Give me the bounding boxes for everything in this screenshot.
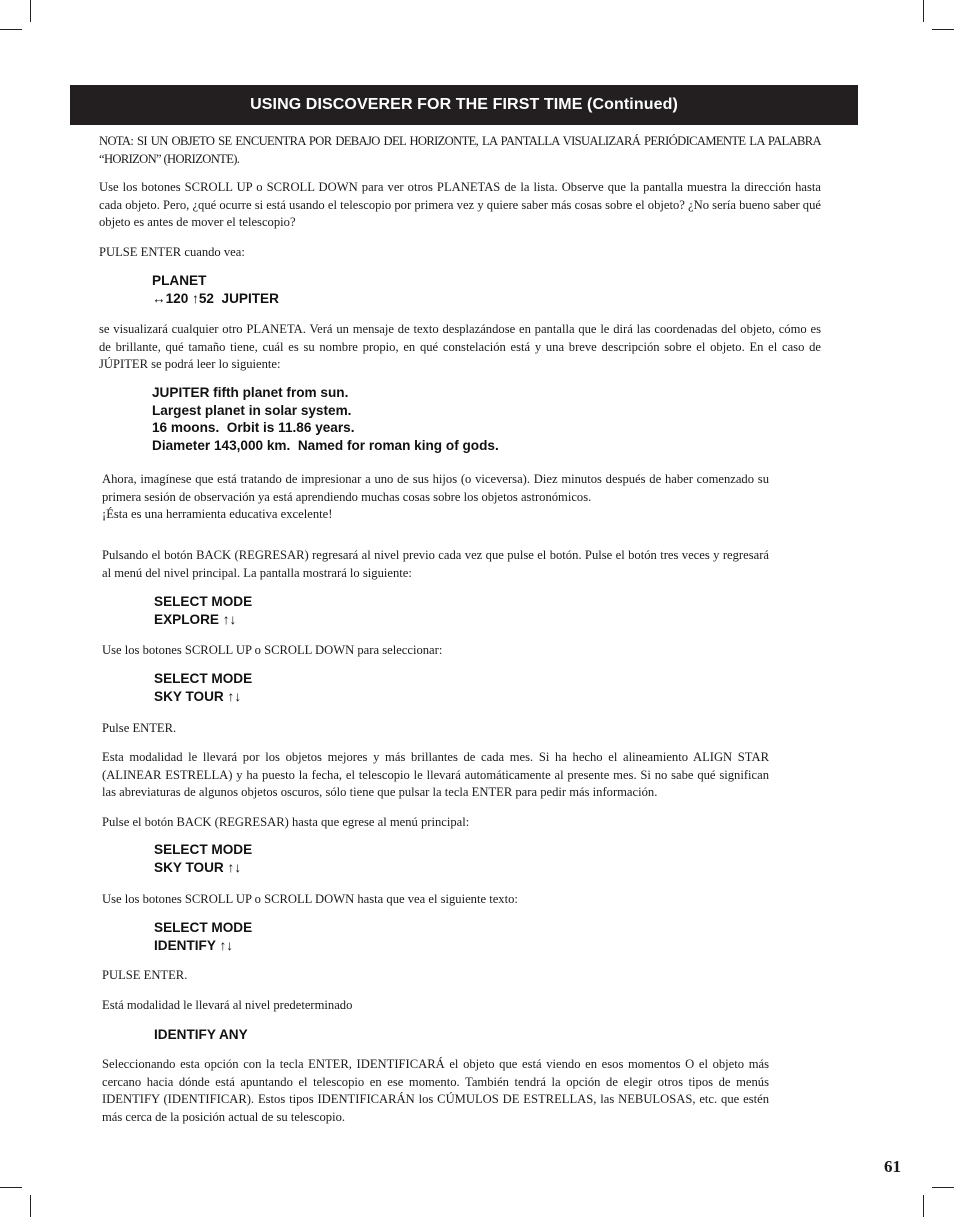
lcd-line: EXPLORE ↑↓ (154, 612, 237, 627)
lcd-display-explore (154, 593, 252, 629)
paragraph-pulse-enter-2: PULSE ENTER. (102, 968, 188, 982)
crop-mark (932, 1187, 954, 1188)
section-title: USING DISCOVERER FOR THE FIRST TIME (Continued) (250, 96, 678, 113)
paragraph-scroll-select: Use los botones SCROLL UP o SCROLL DOWN para seleccionar: (102, 643, 443, 657)
lcd-line: ↔120 ↑52 JUPITER (152, 291, 279, 306)
lcd-display-identify (154, 919, 252, 955)
paragraph-scroll-text: Use los botones SCROLL UP o SCROLL DOWN hasta que vea el siguiente texto: (102, 892, 518, 906)
paragraph-identify-option: Seleccionando esta opción con la tecla ENTER, IDENTIFICARÁ el objeto que está viendo en esos momentos O el objeto más cercano hacia dónde está apuntando el telescopio en ese momento. También tendrá la opción de elegir otros tipos de menús IDENTIFY (IDENTIFICAR). Estos tipos IDENTIFICARÁN los CÚMULOS DE ESTRELLAS, las NEBULOSAS, etc. que estén más cerca de la posición actual de su telescopio. (102, 1057, 769, 1124)
lcd-line: SKY TOUR ↑↓ (154, 860, 242, 875)
note-paragraph: NOTA: SI UN OBJETO SE ENCUENTRA POR DEBAJO DEL HORIZONTE, LA PANTALLA VISUALIZARÁ PERIÓDICAMENTE LA PALABRA “HORIZON” (HORIZONTE). (99, 134, 821, 166)
lcd-line: IDENTIFY ↑↓ (154, 938, 234, 953)
crop-mark (0, 1187, 22, 1188)
lcd-line: Largest planet in solar system. (152, 402, 352, 418)
lcd-line: SELECT MODE (154, 594, 253, 609)
lcd-line: SELECT MODE (154, 842, 253, 857)
crop-mark (923, 1195, 924, 1217)
paragraph-back-main: Pulse el botón BACK (REGRESAR) hasta que egrese al menú principal: (102, 815, 470, 829)
lcd-display-planet (152, 272, 279, 308)
lcd-line: PLANET (152, 273, 207, 288)
paragraph-back-button: Pulsando el botón BACK (REGRESAR) regresará al nivel previo cada vez que pulse el botón. Pulse el botón tres veces y regresará al menú del nivel principal. La pantalla mostrará lo siguiente: (102, 548, 769, 580)
lcd-line: JUPITER fifth planet from sun. (152, 385, 349, 400)
paragraph-scroll-planets: Use los botones SCROLL UP o SCROLL DOWN para ver otros PLANETAS de la lista. Observe que la pantalla muestra la dirección hasta cada objeto. Pero, ¿qué ocurre si está usando el telescopio por primera vez y quiere saber más cosas sobre el objeto? ¿No sería bueno saber qué objeto es antes de mover el telescopio? (99, 180, 821, 230)
lcd-display-sky-tour (154, 670, 252, 706)
paragraph-educational-tool: ¡Ésta es una herramienta educativa excelente! (102, 507, 333, 521)
lcd-line: 16 moons. Orbit is 11.86 years. (152, 420, 355, 436)
lcd-display-jupiter (152, 384, 499, 454)
paragraph-pulse-enter-1: Pulse ENTER. (102, 721, 177, 735)
lcd-display-sky-tour-2 (154, 841, 252, 877)
crop-mark (30, 1195, 31, 1217)
section-header (70, 85, 858, 125)
lcd-line: SELECT MODE (154, 920, 253, 935)
lcd-line: Diameter 143,000 km. Named for roman king of gods. (152, 437, 499, 453)
lcd-line: SKY TOUR ↑↓ (154, 689, 242, 704)
paragraph-default-level: Está modalidad le llevará al nivel predeterminado (102, 998, 353, 1012)
crop-mark (30, 0, 31, 22)
lcd-line: IDENTIFY ANY (154, 1027, 248, 1042)
crop-mark (932, 29, 954, 30)
crop-mark (0, 29, 22, 30)
paragraph-sky-tour-mode: Esta modalidad le llevará por los objetos mejores y más brillantes de cada mes. Si ha hecho el alineamiento ALIGN STAR (ALINEAR ESTRELLA) y ha puesto la fecha, el telescopio le llevará automáticamente al presente mes. Si no sabe qué significan las abreviaturas de algunos objetos oscuros, sólo tiene que pulsar la tecla ENTER para pedir más información. (102, 750, 769, 800)
lcd-line: SELECT MODE (154, 671, 253, 686)
paragraph-pulse-enter: PULSE ENTER cuando vea: (99, 245, 245, 259)
lcd-display-identify-any (154, 1026, 248, 1044)
paragraph-text-message: se visualizará cualquier otro PLANETA. Verá un mensaje de texto desplazándose en pantalla que le dirá las coordenadas del objeto, cómo es de brillante, qué tamaño tiene, cuál es su nombre propio, en qué constelación está y una breve descripción sobre el objeto. En el caso de JÚPITER se podrá leer lo siguiente: (99, 322, 821, 372)
page-number: 61 (884, 1157, 901, 1176)
crop-mark (923, 0, 924, 22)
paragraph-imagine: Ahora, imagínese que está tratando de impresionar a uno de sus hijos (o viceversa). Diez minutos después de haber comenzado su primera sesión de observación ya está aprendiendo muchas cosas sobre los objetos astronómicos. (102, 472, 769, 504)
